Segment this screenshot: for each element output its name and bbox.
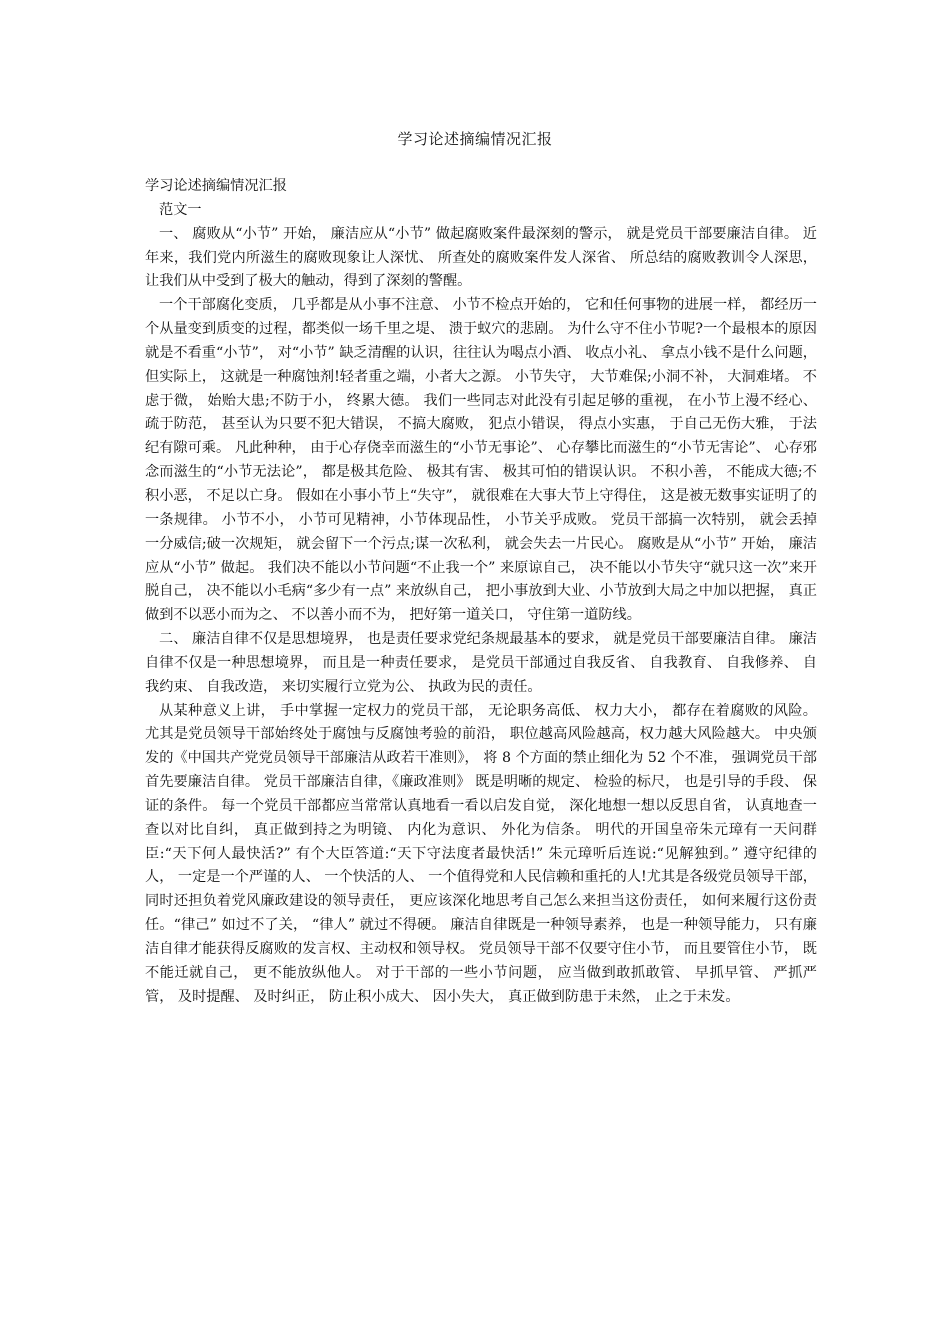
paragraph: 从某种意义上讲， 手中掌握一定权力的党员干部， 无论职务高低、 权力大小， 都存在着腐败的风险。 尤其是党员领导干部始终处于腐蚀与反腐蚀考验的前沿， 职位越高风险越高，权力越大风险越大。 中央颁发的《中国共产党党员领导干部廉洁从政若干准则》， 将 8 个方面的禁止细化为 52 个不准， 强调党员干部首先要廉洁自律。 党员干部廉洁自律，《廉政准则》 既是明晰的规定、 检验的标尺， 也是引导的手段、 保证的条件。 每一个党员干部都应当常常认真地看一看以启发自觉， 深化地想一想以反思自省， 认真地查一查以对比自纠， 真正做到持之为明镜、 内化为意识、 外化为信条。 明代的开国皇帝朱元璋有一天问群臣:“天下何人最快活?” 有个大臣答道:“天下守法度者最快活!” 朱元璋听后连说:“见解独到。” 遵守纪律的人， 一定是一个严谨的人、 一个快活的人、 一个值得党和人民信赖和重托的人!尤其是各级党员领导干部， 同时还担负着党风廉政建设的领导责任， 更应该深化地思考自己怎么来担当这份责任， 如何来履行这份责任。“律己” 如过不了关， “律人” 就过不得硬。 廉洁自律既是一种领导素养， 也是一种领导能力， 只有廉洁自律才能获得反腐败的发言权、主动权和领导权。 党员领导干部不仅要守住小节， 而且要管住小节， 既不能迁就自己， 更不能放纵他人。 对于干部的一些小节问题， 应当做到敢抓敢管、 早抓早管、 严抓严管， 及时提醒、 及时纠正， 防止积小成大、 因小失大， 真正做到防患于未然， 止之于未发。 xyxy=(145,702,817,1005)
paragraph: 一、 腐败从“小节” 开始， 廉洁应从“小节” 做起腐败案件最深刻的警示， 就是党员干部要廉洁自律。 近年来，我们党内所滋生的腐败现象让人深忧、 所查处的腐败案件发人深省、 所总结的腐败教训令人深思， 让我们从中受到了极大的触动，得到了深刻的警醒。 xyxy=(145,225,817,290)
document-subtitle: 学习论述摘编情况汇报 xyxy=(145,178,287,194)
document-body xyxy=(145,175,817,1010)
paragraph: 二、 廉洁自律不仅是思想境界， 也是责任要求党纪条规最基本的要求， 就是党员干部要廉洁自律。 廉洁自律不仅是一种思想境界， 而且是一种责任要求， 是党员干部通过自我反省、 自我教育、 自我修养、 自我约束、 自我改造， 来切实履行立党为公、 执政为民的责任。 xyxy=(145,631,817,695)
paragraph: 一个干部腐化变质， 几乎都是从小事不注意、 小节不检点开始的， 它和任何事物的进展一样， 都经历一个从量变到质变的过程，都类似一场千里之堤、 溃于蚁穴的悲剧。 为什么守不住小节呢?一个最根本的原因就是不看重“小节”， 对“小节” 缺乏清醒的认识，往往认为喝点小酒、 收点小礼、 拿点小钱不是什么问题， 但实际上， 这就是一种腐蚀剂!轻者重之端，小者大之源。 小节失守， 大节难保;小洞不补， 大洞难堵。 不虑于微， 始贻大患;不防于小， 终累大德。 我们一些同志对此没有引起足够的重视， 在小节上漫不经心、 疏于防范， 甚至认为只要不犯大错误， 不搞大腐败， 犯点小错误， 得点小实惠， 于自己无伤大雅， 于法纪有隙可乘。 凡此种种， 由于心存侥幸而滋生的“小节无事论”、 心存攀比而滋生的“小节无害论”、 心存邪念而滋生的“小节无法论”， 都是极其危险、 极其有害、 极其可怕的错误认识。 不积小善， 不能成大德;不积小恶， 不足以亡身。 假如在小事小节上“失守”， 就很难在大事大节上守得住， 这是被无数事实证明了的一条规律。 小节不小， 小节可见精神，小节体现品性， 小节关乎成败。 党员干部搞一次特别， 就会丢掉一分威信;破一次规矩， 就会留下一个污点;谋一次私利， 就会失去一片民心。 腐败是从“小节” 开始， 廉洁应从“小节” 做起。 我们决不能以小节问题“不止我一个” 来原谅自己， 决不能以小节失守“就只这一次”来开脱自己， 决不能以小毛病“多少有一点” 来放纵自己， 把小事放到大业、小节放到大局之中加以把握， 真正做到不以恶小而为之、 不以善小而不为， 把好第一道关口， 守住第一道防线。 xyxy=(145,297,817,624)
sample-label: 范文一 xyxy=(159,201,202,218)
page-title: 学习论述摘编情况汇报 xyxy=(397,130,553,148)
